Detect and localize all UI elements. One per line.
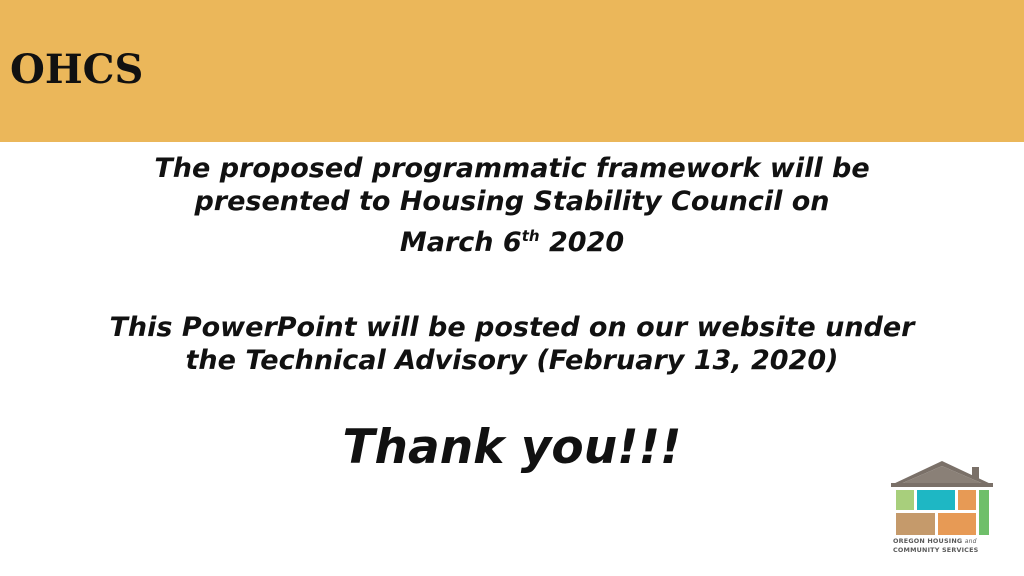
logo-wordmark <box>893 537 1003 555</box>
page-title: OHCS <box>10 46 144 93</box>
logo-line-1-and: and <box>964 538 977 545</box>
date-superscript: th <box>521 227 540 245</box>
slide-content <box>0 152 1024 477</box>
header-bar <box>0 0 1024 142</box>
paragraph-1-line-2: presented to Housing Stability Council on <box>194 186 830 217</box>
paragraph-2-line-1: This PowerPoint will be posted on our website under <box>109 312 915 343</box>
logo-block-tan <box>896 513 935 535</box>
date-suffix: 2020 <box>539 227 625 258</box>
logo-block-teal <box>917 490 955 510</box>
paragraph-1-line-1: The proposed programmatic framework will be <box>154 153 870 184</box>
logo-block-orange-small <box>958 490 976 510</box>
thank-you-text: Thank you!!! <box>342 420 682 475</box>
logo-block-light-green <box>896 490 914 510</box>
paragraph-2-line-2: the Technical Advisory (February 13, 2020) <box>185 345 839 376</box>
presentation-date <box>0 226 1024 259</box>
date-prefix: March 6 <box>399 227 522 258</box>
logo-block-orange <box>938 513 976 535</box>
logo-line-1: OREGON HOUSING <box>893 537 963 545</box>
paragraph-2 <box>0 311 1024 377</box>
logo-line-2: COMMUNITY SERVICES <box>893 546 979 554</box>
logo-block-green-tall <box>979 490 989 535</box>
